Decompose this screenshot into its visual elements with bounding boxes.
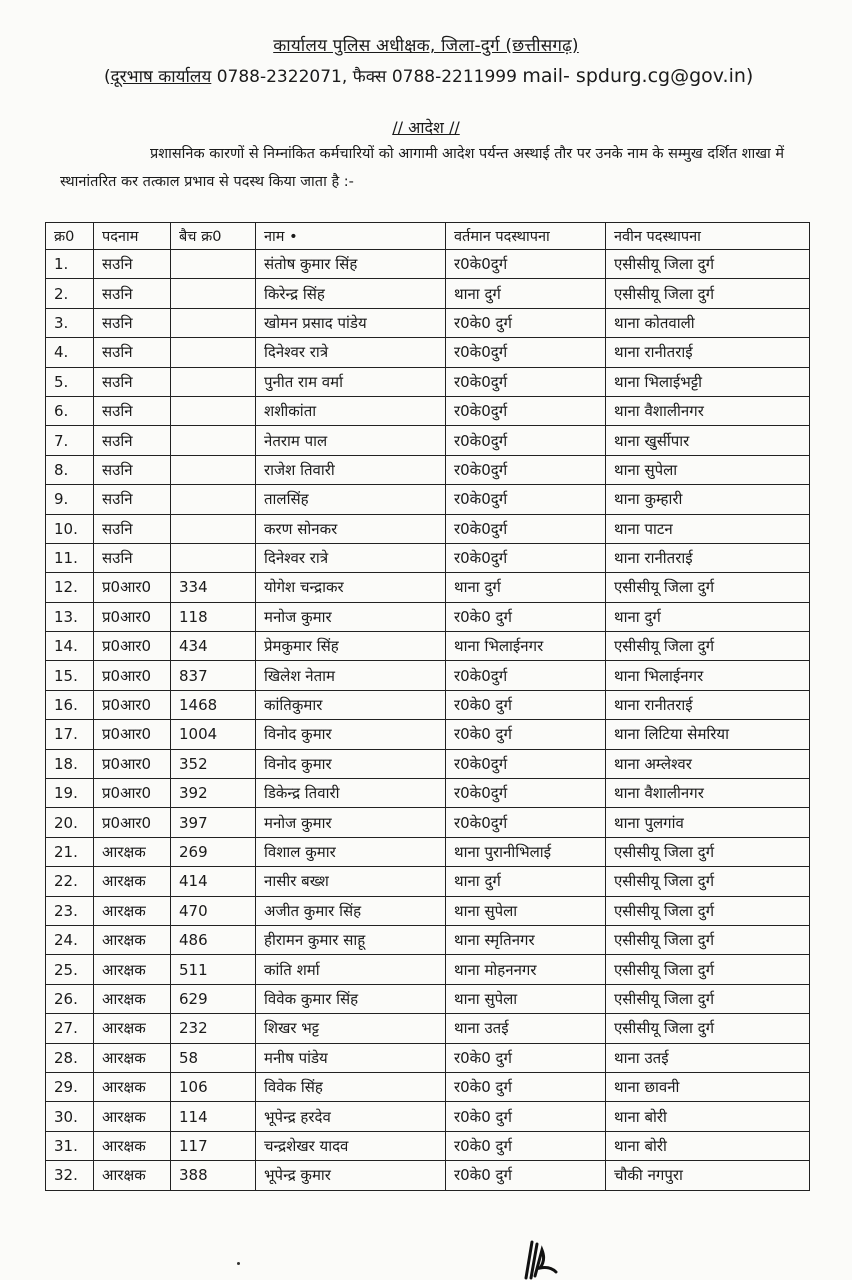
col-header-name: नाम • — [256, 223, 446, 250]
table-row — [46, 308, 810, 337]
cell-new-posting: एसीसीयू जिला दुर्ग — [606, 867, 810, 896]
table-row — [46, 720, 810, 749]
table-row — [46, 1043, 810, 1072]
cell-designation: प्र0आर0 — [94, 720, 171, 749]
cell-designation: सउनि — [94, 455, 171, 484]
cell-designation: आरक्षक — [94, 925, 171, 954]
cell-designation: प्र0आर0 — [94, 749, 171, 778]
cell-serial: 3. — [46, 308, 94, 337]
cell-name: तालसिंह — [256, 485, 446, 514]
cell-batch-no: 106 — [171, 1072, 256, 1101]
cell-current-posting: थाना पुरानीभिलाई — [446, 837, 606, 866]
cell-current-posting: र0के0दुर्ग — [446, 661, 606, 690]
cell-batch-no: 352 — [171, 749, 256, 778]
cell-batch-no: 1468 — [171, 690, 256, 719]
cell-current-posting: र0के0दुर्ग — [446, 455, 606, 484]
cell-new-posting: थाना बोरी — [606, 1102, 810, 1131]
table-row — [46, 1161, 810, 1190]
table-row — [46, 485, 810, 514]
cell-designation: प्र0आर0 — [94, 602, 171, 631]
cell-new-posting: थाना रानीतराई — [606, 690, 810, 719]
table-row — [46, 808, 810, 837]
table-row — [46, 250, 810, 279]
cell-designation: प्र0आर0 — [94, 661, 171, 690]
fax-number: 0788-2211999 — [391, 67, 517, 87]
signature-mark — [520, 1238, 560, 1280]
cell-designation: प्र0आर0 — [94, 779, 171, 808]
cell-designation: सउनि — [94, 543, 171, 572]
cell-current-posting: थाना मोहननगर — [446, 955, 606, 984]
cell-name: दिनेश्वर रात्रे — [256, 338, 446, 367]
cell-new-posting: एसीसीयू जिला दुर्ग — [606, 250, 810, 279]
table-row — [46, 867, 810, 896]
cell-serial: 6. — [46, 396, 94, 425]
cell-designation: सउनि — [94, 396, 171, 425]
cell-current-posting: र0के0दुर्ग — [446, 749, 606, 778]
cell-serial: 13. — [46, 602, 94, 631]
cell-designation: आरक्षक — [94, 984, 171, 1013]
cell-current-posting: थाना सुपेला — [446, 896, 606, 925]
cell-batch-no: 837 — [171, 661, 256, 690]
cell-new-posting: थाना सुपेला — [606, 455, 810, 484]
cell-serial: 11. — [46, 543, 94, 572]
cell-current-posting: थाना सुपेला — [446, 984, 606, 1013]
cell-serial: 32. — [46, 1161, 94, 1190]
cell-batch-no: 392 — [171, 779, 256, 808]
cell-current-posting: र0के0दुर्ग — [446, 779, 606, 808]
table-row — [46, 1072, 810, 1101]
cell-batch-no: 434 — [171, 632, 256, 661]
cell-name: शिखर भट्ट — [256, 1014, 446, 1043]
cell-current-posting: र0के0दुर्ग — [446, 543, 606, 572]
cell-current-posting: थाना उतई — [446, 1014, 606, 1043]
cell-current-posting: र0के0दुर्ग — [446, 250, 606, 279]
cell-current-posting: र0के0 दुर्ग — [446, 1072, 606, 1101]
cell-current-posting: र0के0 दुर्ग — [446, 308, 606, 337]
col-header-serial: क्र0 — [46, 223, 94, 250]
cell-serial: 14. — [46, 632, 94, 661]
cell-batch-no: 58 — [171, 1043, 256, 1072]
cell-new-posting: थाना उतई — [606, 1043, 810, 1072]
cell-current-posting: थाना दुर्ग — [446, 573, 606, 602]
cell-current-posting: र0के0दुर्ग — [446, 338, 606, 367]
table-row — [46, 367, 810, 396]
cell-new-posting: थाना भिलाईनगर — [606, 661, 810, 690]
cell-batch-no: 117 — [171, 1131, 256, 1160]
cell-new-posting: एसीसीयू जिला दुर्ग — [606, 573, 810, 602]
table-row — [46, 279, 810, 308]
cell-name: हीरामन कुमार साहू — [256, 925, 446, 954]
cell-serial: 17. — [46, 720, 94, 749]
cell-current-posting: र0के0 दुर्ग — [446, 1102, 606, 1131]
cell-name: विनोद कुमार — [256, 749, 446, 778]
contact-line — [104, 64, 784, 87]
order-body: प्रशासनिक कारणों से निम्नांकित कर्मचारियों को आगामी आदेश पर्यन्त अस्थाई तौर पर उनके नाम के सम्मुख दर्शित शाखा में स्थानांतरित कर तत्काल प्रभाव से पदस्थ किया जाता है :- — [60, 146, 785, 190]
table-row — [46, 396, 810, 425]
cell-serial: 26. — [46, 984, 94, 1013]
cell-batch-no — [171, 396, 256, 425]
cell-designation: सउनि — [94, 426, 171, 455]
cell-new-posting: थाना पाटन — [606, 514, 810, 543]
cell-batch-no — [171, 367, 256, 396]
phone-number: 0788-2322071, — [216, 67, 348, 87]
cell-designation: सउनि — [94, 279, 171, 308]
table-row — [46, 837, 810, 866]
table-row — [46, 779, 810, 808]
table-row — [46, 955, 810, 984]
cell-serial: 20. — [46, 808, 94, 837]
cell-serial: 15. — [46, 661, 94, 690]
cell-designation: आरक्षक — [94, 837, 171, 866]
table-row — [46, 573, 810, 602]
cell-current-posting: र0के0दुर्ग — [446, 396, 606, 425]
cell-new-posting: एसीसीयू जिला दुर्ग — [606, 896, 810, 925]
cell-current-posting: र0के0 दुर्ग — [446, 690, 606, 719]
table-row — [46, 1102, 810, 1131]
cell-serial: 29. — [46, 1072, 94, 1101]
cell-new-posting: एसीसीयू जिला दुर्ग — [606, 1014, 810, 1043]
cell-batch-no — [171, 514, 256, 543]
cell-name: विशाल कुमार — [256, 837, 446, 866]
cell-current-posting: र0के0 दुर्ग — [446, 720, 606, 749]
cell-name: राजेश तिवारी — [256, 455, 446, 484]
cell-batch-no: 114 — [171, 1102, 256, 1131]
table-row — [46, 543, 810, 572]
cell-serial: 19. — [46, 779, 94, 808]
cell-current-posting: र0के0 दुर्ग — [446, 1131, 606, 1160]
cell-serial: 12. — [46, 573, 94, 602]
cell-name: मनोज कुमार — [256, 602, 446, 631]
cell-current-posting: थाना दुर्ग — [446, 279, 606, 308]
cell-current-posting: र0के0 दुर्ग — [446, 1161, 606, 1190]
office-title-text: कार्यालय पुलिस अधीक्षक, जिला-दुर्ग (छत्तीसगढ़) — [273, 36, 579, 56]
cell-name: विवेक कुमार सिंह — [256, 984, 446, 1013]
cell-name: भूपेन्द्र कुमार — [256, 1161, 446, 1190]
table-row — [46, 338, 810, 367]
table-row — [46, 925, 810, 954]
cell-serial: 9. — [46, 485, 94, 514]
cell-new-posting: एसीसीयू जिला दुर्ग — [606, 279, 810, 308]
table-row — [46, 896, 810, 925]
contact-open-paren: ( — [104, 67, 111, 87]
cell-serial: 30. — [46, 1102, 94, 1131]
cell-designation: आरक्षक — [94, 1072, 171, 1101]
cell-new-posting: थाना दुर्ग — [606, 602, 810, 631]
cell-name: कांतिकुमार — [256, 690, 446, 719]
cell-batch-no — [171, 279, 256, 308]
cell-designation: प्र0आर0 — [94, 690, 171, 719]
cell-batch-no: 511 — [171, 955, 256, 984]
cell-batch-no: 629 — [171, 984, 256, 1013]
cell-designation: आरक्षक — [94, 1102, 171, 1131]
cell-name: खिलेश नेताम — [256, 661, 446, 690]
cell-serial: 4. — [46, 338, 94, 367]
col-header-designation: पदनाम — [94, 223, 171, 250]
cell-name: शशीकांता — [256, 396, 446, 425]
cell-batch-no — [171, 485, 256, 514]
cell-designation: आरक्षक — [94, 1131, 171, 1160]
cell-name: मनीष पांडेय — [256, 1043, 446, 1072]
cell-batch-no — [171, 543, 256, 572]
cell-name: कांति शर्मा — [256, 955, 446, 984]
cell-batch-no: 486 — [171, 925, 256, 954]
cell-name: भूपेन्द्र हरदेव — [256, 1102, 446, 1131]
cell-new-posting: चौकी नगपुरा — [606, 1161, 810, 1190]
cell-name: प्रेमकुमार सिंह — [256, 632, 446, 661]
cell-designation: सउनि — [94, 250, 171, 279]
cell-serial: 21. — [46, 837, 94, 866]
cell-current-posting: र0के0दुर्ग — [446, 808, 606, 837]
cell-current-posting: र0के0 दुर्ग — [446, 1043, 606, 1072]
mail-address: mail- spdurg.cg@gov.in) — [522, 65, 754, 87]
cell-new-posting: थाना वैशालीनगर — [606, 779, 810, 808]
cell-designation: आरक्षक — [94, 1043, 171, 1072]
cell-serial: 23. — [46, 896, 94, 925]
cell-designation: प्र0आर0 — [94, 573, 171, 602]
table-row — [46, 514, 810, 543]
table-header-row — [46, 223, 810, 250]
table-row — [46, 1014, 810, 1043]
cell-new-posting: थाना रानीतराई — [606, 543, 810, 572]
table-row — [46, 690, 810, 719]
cell-name: संतोष कुमार सिंह — [256, 250, 446, 279]
cell-batch-no — [171, 250, 256, 279]
table-body — [46, 250, 810, 1191]
cell-designation: सउनि — [94, 514, 171, 543]
cell-designation: आरक्षक — [94, 1014, 171, 1043]
cell-new-posting: थाना लिटिया सेमरिया — [606, 720, 810, 749]
cell-current-posting: र0के0दुर्ग — [446, 485, 606, 514]
cell-serial: 16. — [46, 690, 94, 719]
cell-current-posting: थाना स्मृतिनगर — [446, 925, 606, 954]
cell-batch-no: 1004 — [171, 720, 256, 749]
cell-designation: सउनि — [94, 338, 171, 367]
cell-batch-no: 414 — [171, 867, 256, 896]
cell-new-posting: एसीसीयू जिला दुर्ग — [606, 632, 810, 661]
cell-new-posting: एसीसीयू जिला दुर्ग — [606, 837, 810, 866]
cell-serial: 28. — [46, 1043, 94, 1072]
cell-new-posting: एसीसीयू जिला दुर्ग — [606, 984, 810, 1013]
table-row — [46, 984, 810, 1013]
cell-name: नासीर बख्श — [256, 867, 446, 896]
cell-designation: सउनि — [94, 367, 171, 396]
table-row — [46, 661, 810, 690]
cell-batch-no: 470 — [171, 896, 256, 925]
table-row — [46, 455, 810, 484]
cell-name: योगेश चन्द्राकर — [256, 573, 446, 602]
cell-new-posting: थाना रानीतराई — [606, 338, 810, 367]
cell-serial: 8. — [46, 455, 94, 484]
cell-name: करण सोनकर — [256, 514, 446, 543]
cell-name: चन्द्रशेखर यादव — [256, 1131, 446, 1160]
cell-designation: सउनि — [94, 485, 171, 514]
col-header-current-posting: वर्तमान पदस्थापना — [446, 223, 606, 250]
cell-new-posting: थाना बोरी — [606, 1131, 810, 1160]
cell-batch-no: 232 — [171, 1014, 256, 1043]
cell-new-posting: थाना कोतवाली — [606, 308, 810, 337]
cell-new-posting: थाना भिलाईभट्टी — [606, 367, 810, 396]
cell-name: विवेक सिंह — [256, 1072, 446, 1101]
cell-serial: 27. — [46, 1014, 94, 1043]
cell-serial: 5. — [46, 367, 94, 396]
cell-new-posting: थाना अम्लेश्वर — [606, 749, 810, 778]
cell-new-posting: एसीसीयू जिला दुर्ग — [606, 925, 810, 954]
cell-batch-no — [171, 455, 256, 484]
cell-name: पुनीत राम वर्मा — [256, 367, 446, 396]
phone-label: दूरभाष कार्यालय — [110, 67, 212, 87]
cell-designation: आरक्षक — [94, 867, 171, 896]
cell-new-posting: थाना पुलगांव — [606, 808, 810, 837]
cell-new-posting: एसीसीयू जिला दुर्ग — [606, 955, 810, 984]
table-row — [46, 602, 810, 631]
cell-batch-no — [171, 338, 256, 367]
scan-speck — [237, 1262, 240, 1265]
cell-batch-no: 397 — [171, 808, 256, 837]
transfer-table — [45, 222, 810, 1191]
fax-label: फैक्स — [352, 67, 387, 87]
table-row — [46, 749, 810, 778]
cell-new-posting: थाना वैशालीनगर — [606, 396, 810, 425]
cell-name: किरेन्द्र सिंह — [256, 279, 446, 308]
cell-serial: 31. — [46, 1131, 94, 1160]
cell-batch-no: 118 — [171, 602, 256, 631]
cell-name: दिनेश्वर रात्रे — [256, 543, 446, 572]
cell-name: अजीत कुमार सिंह — [256, 896, 446, 925]
cell-current-posting: र0के0 दुर्ग — [446, 602, 606, 631]
table-row — [46, 1131, 810, 1160]
office-title — [0, 33, 852, 56]
order-title: // आदेश // — [392, 118, 460, 137]
cell-designation: सउनि — [94, 308, 171, 337]
cell-name: डिकेन्द्र तिवारी — [256, 779, 446, 808]
cell-serial: 25. — [46, 955, 94, 984]
cell-current-posting: र0के0दुर्ग — [446, 514, 606, 543]
cell-batch-no: 388 — [171, 1161, 256, 1190]
table-row — [46, 426, 810, 455]
cell-name: खोमन प्रसाद पांडेय — [256, 308, 446, 337]
cell-name: नेतराम पाल — [256, 426, 446, 455]
cell-batch-no: 269 — [171, 837, 256, 866]
cell-name: मनोज कुमार — [256, 808, 446, 837]
cell-batch-no — [171, 308, 256, 337]
cell-serial: 2. — [46, 279, 94, 308]
cell-new-posting: थाना छावनी — [606, 1072, 810, 1101]
cell-designation: प्र0आर0 — [94, 808, 171, 837]
table-row — [46, 632, 810, 661]
cell-new-posting: थाना कुम्हारी — [606, 485, 810, 514]
col-header-new-posting: नवीन पदस्थापना — [606, 223, 810, 250]
cell-serial: 24. — [46, 925, 94, 954]
cell-designation: प्र0आर0 — [94, 632, 171, 661]
cell-designation: आरक्षक — [94, 1161, 171, 1190]
cell-new-posting: थाना खुर्सीपार — [606, 426, 810, 455]
cell-serial: 10. — [46, 514, 94, 543]
cell-designation: आरक्षक — [94, 896, 171, 925]
cell-serial: 7. — [46, 426, 94, 455]
cell-serial: 1. — [46, 250, 94, 279]
cell-current-posting: र0के0दुर्ग — [446, 367, 606, 396]
cell-current-posting: र0के0दुर्ग — [446, 426, 606, 455]
cell-batch-no: 334 — [171, 573, 256, 602]
cell-name: विनोद कुमार — [256, 720, 446, 749]
cell-serial: 22. — [46, 867, 94, 896]
cell-designation: आरक्षक — [94, 955, 171, 984]
cell-serial: 18. — [46, 749, 94, 778]
cell-current-posting: थाना दुर्ग — [446, 867, 606, 896]
cell-current-posting: थाना भिलाईनगर — [446, 632, 606, 661]
col-header-batch-no: बैच क्र0 — [171, 223, 256, 250]
cell-batch-no — [171, 426, 256, 455]
